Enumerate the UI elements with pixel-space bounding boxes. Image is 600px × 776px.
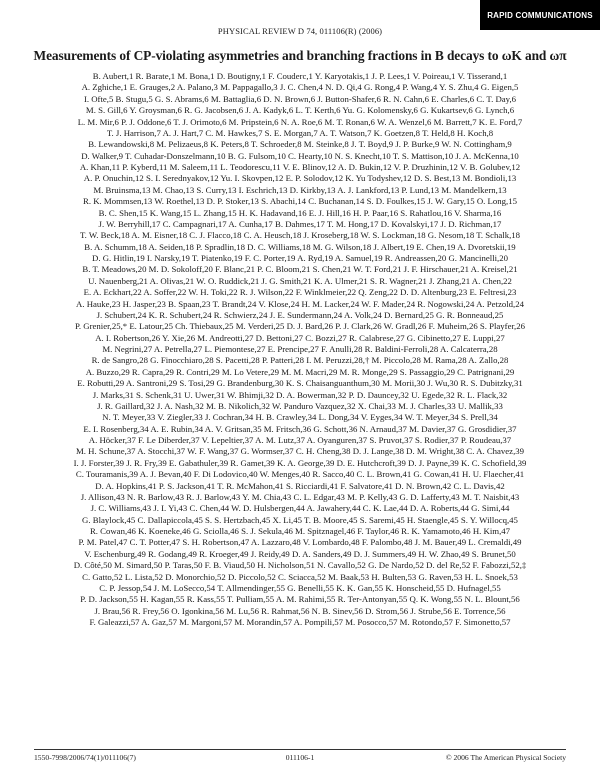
author-line: J. Allison,43 N. R. Barlow,43 R. J. Barlow,43 Y. M. Chia,43 C. L. Edgar,43 M. P. Kelly,43 G. D. Lafferty,43 M. T. Naisbit,43 [80,491,520,502]
author-line: J. Schubert,24 K. R. Schubert,24 R. Schwierz,24 J. E. Sundermann,24 A. Volk,24 D. Bernard,25 G. R. Bonneaud,25 [96,309,504,320]
author-line: R. K. Mommsen,13 W. Roethel,13 D. P. Stoker,13 S. Abachi,14 C. Buchanan,14 S. D. Foulkes,15 J. W. Gary,15 O. Long,15 [83,196,517,207]
author-line: M. Bruinsma,13 M. Chao,13 S. Curry,13 I. Eschrich,13 D. Kirkby,13 A. J. Lankford,13 P. Lund,13 M. Mandelkern,13 [93,184,507,195]
author-line: C. P. Jessop,54 J. M. LoSecco,54 T. Allmendinger,55 G. Benelli,55 K. K. Gan,55 K. Honscheid,55 D. Hufnagel,55 [99,582,501,593]
author-line: J. W. Berryhill,17 C. Campagnari,17 A. Cunha,17 B. Dahmes,17 T. M. Hong,17 D. Kovalskyi,17 J. D. Richman,17 [98,218,502,229]
author-line: A. I. Robertson,26 Y. Xie,26 M. Andreotti,27 D. Bettoni,27 C. Bozzi,27 R. Calabrese,27 G. Cibinetto,27 E. Luppi,27 [95,332,505,343]
author-line: J. Brau,56 R. Frey,56 O. Igonkina,56 M. Lu,56 R. Rahmat,56 N. B. Sinev,56 D. Strom,56 J. Strube,56 E. Torrence,56 [94,605,506,616]
author-line: I. J. Forster,39 J. R. Fry,39 E. Gabathuler,39 R. Gamet,39 K. A. George,39 D. E. Hutchcroft,39 D. J. Payne,39 K. C. Schofield,39 [73,457,527,468]
author-line: V. Eschenburg,49 R. Godang,49 R. Kroeger,49 J. Reidy,49 D. A. Sanders,49 D. J. Summers,49 H. W. Zhao,49 S. Brunet,50 [84,548,516,559]
author-line: D. Côté,50 M. Simard,50 P. Taras,50 F. B. Viaud,50 H. Nicholson,51 N. Cavallo,52 G. De Nardo,52 D. del Re,52 F. Fabozzi,52,‡ [73,560,527,571]
footer-issn: 1550-7998/2006/74(1)/011106(7) [34,753,136,762]
author-line: R. de Sangro,28 G. Finocchiaro,28 S. Pacetti,28 P. Patteri,28 I. M. Peruzzi,28,† M. Piccolo,28 M. Rama,28 A. Zallo,28 [91,355,509,366]
paper-title: Measurements of CP-violating asymmetries and branching fractions in B decays to ωK and ωπ [33,48,567,63]
author-line: B. T. Meadows,20 M. D. Sokoloff,20 F. Blanc,21 P. C. Bloom,21 S. Chen,21 W. T. Ford,21 J. F. Hirschauer,21 A. Kreisel,21 [82,264,518,275]
author-line: B. Aubert,1 R. Barate,1 M. Bona,1 D. Boutigny,1 F. Couderc,1 Y. Karyotakis,1 J. P. Lees,1 V. Poireau,1 V. Tisserand,1 [92,71,508,81]
author-line: B. C. Shen,15 K. Wang,15 L. Zhang,15 H. K. Hadavand,16 E. J. Hill,16 H. P. Paar,16 S. Rahatlou,16 V. Sharma,16 [98,207,502,218]
author-line: P. D. Jackson,55 H. Kagan,55 R. Kass,55 T. Pulliam,55 A. M. Rahimi,55 R. Ter-Antonyan,55 Q. K. Wong,55 N. L. Blount,56 [80,594,520,605]
author-line: J. C. Williams,43 J. I. Yi,43 C. Chen,44 W. D. Hulsbergen,44 A. Jawahery,44 C. K. Lae,44 D. A. Roberts,44 G. Simi,44 [90,503,510,514]
author-line: A. Buzzo,29 R. Capra,29 R. Contri,29 M. Lo Vetere,29 M. M. Macri,29 M. R. Monge,29 S. Passaggio,29 C. Patrignani,29 [85,366,515,377]
author-line: L. M. Mir,6 P. J. Oddone,6 T. J. Orimoto,6 M. Pripstein,6 N. A. Roe,6 M. T. Ronan,6 W. A. Wenzel,6 M. Barrett,7 K. E. Ford,7 [77,116,523,127]
author-line: M. Negrini,27 A. Petrella,27 L. Piemontese,27 E. Prencipe,27 F. Anulli,28 R. Baldini-Ferroli,28 A. Calcaterra,28 [102,344,498,354]
author-line: P. Grenier,25,* E. Latour,25 Ch. Thiebaux,25 M. Verderi,25 D. J. Bard,26 P. J. Clark,26 W. Gradl,26 F. Muheim,26 S. Playfer,26 [75,321,525,332]
author-line: A. Zghiche,1 E. Grauges,2 A. Palano,3 M. Pappagallo,3 J. C. Chen,4 N. D. Qi,4 G. Rong,4 P. Wang,4 Y. S. Zhu,4 G. Eigen,5 [81,82,519,93]
author-line: E. I. Rosenberg,34 A. E. Rubin,34 A. V. Gritsan,35 M. Fritsch,36 G. Schott,36 N. Arnaud,37 M. Davier,37 G. Grosdidier,37 [83,423,517,434]
footer-copyright: © 2006 The American Physical Society [445,753,566,762]
author-line: A. Höcker,37 F. Le Diberder,37 V. Lepeltier,37 A. M. Lutz,37 A. Oyanguren,37 S. Pruvot,37 S. Rodier,37 P. Roudeau,37 [88,435,512,445]
author-line: D. A. Hopkins,41 P. S. Jackson,41 T. R. McMahon,41 S. Ricciardi,41 F. Salvatore,41 D. N. Brown,42 C. L. Davis,42 [95,480,505,491]
footer-rule [34,749,566,750]
author-line: J. R. Gaillard,32 J. A. Nash,32 M. B. Nikolich,32 W. Panduro Vazquez,32 X. Chai,33 M. J. Charles,33 U. Mallik,33 [97,400,503,411]
author-line: B. Lewandowski,8 M. Pelizaeus,8 K. Peters,8 T. Schroeder,8 M. Steinke,8 J. T. Boyd,9 J. P. Burke,9 W. N. Cottingham,9 [88,139,512,150]
author-line: N. T. Meyer,33 V. Ziegler,33 J. Cochran,34 H. B. Crawley,34 L. Dong,34 V. Eyges,34 W. T. Meyer,34 S. Prell,34 [102,412,498,423]
author-line: D. G. Hitlin,19 I. Narsky,19 T. Piatenko,19 F. C. Porter,19 A. Ryd,19 A. Samuel,19 R. Andreassen,20 G. Mancinelli,20 [92,253,508,263]
author-line: I. Ofte,5 B. Stugu,5 G. S. Abrams,6 M. Battaglia,6 D. N. Brown,6 J. Button-Shafer,6 R. N. Cahn,6 E. Charles,6 C. T. Day,6 [83,93,517,104]
author-line: T. W. Beck,18 A. M. Eisner,18 C. J. Flacco,18 C. A. Heusch,18 J. Kroseberg,18 W. S. Lockman,18 G. Nesom,18 T. Schalk,18 [79,230,521,241]
footer-page-number: 011106-1 [285,753,315,762]
author-line: P. M. Patel,47 C. T. Potter,47 S. H. Robertson,47 A. Lazzaro,48 V. Lombardo,48 F. Palombo,48 J. M. Bauer,49 L. Cremaldi,49 [78,537,522,548]
author-line: F. Galeazzi,57 A. Gaz,57 M. Margoni,57 M. Morandin,57 A. Pompili,57 M. Posocco,57 M. Rotondo,57 F. Simonetto,57 [89,617,511,627]
author-line: C. Gatto,52 L. Lista,52 D. Monorchio,52 D. Piccolo,52 C. Sciacca,52 M. Baak,53 H. Bulten,53 G. Raven,53 H. L. Snoek,53 [82,571,518,582]
author-list [34,71,566,628]
rapid-communications-badge: RAPID COMMUNICATIONS [480,0,600,30]
author-line: E. Robutti,29 A. Santroni,29 S. Tosi,29 G. Brandenburg,30 K. S. Chaisanguanthum,30 M. Morii,30 J. Wu,30 R. S. Dubitzky,31 [77,378,523,389]
author-line: E. A. Eckhart,22 A. Soffer,22 W. H. Toki,22 R. J. Wilson,22 F. Winklmeier,22 Q. Zeng,22 D. D. Altenburg,23 E. Feltresi,23 [83,287,517,298]
author-line: C. Touramanis,39 A. J. Bevan,40 F. Di Lodovico,40 W. Menges,40 R. Sacco,40 C. L. Brown,41 G. Cowan,41 H. U. Flaecher,41 [75,469,525,480]
author-line: A. Hauke,23 H. Jasper,23 B. Spaan,23 T. Brandt,24 V. Klose,24 H. M. Lacker,24 W. F. Mader,24 R. Nogowski,24 A. Petzold,24 [76,298,524,309]
author-line: D. Walker,9 T. Cuhadar-Donszelmann,10 B. G. Fulsom,10 C. Hearty,10 N. S. Knecht,10 T. S. Mattison,10 J. A. McKenna,10 [81,150,519,161]
author-line: A. P. Onuchin,12 S. I. Serednyakov,12 Yu. I. Skovpen,12 E. P. Solodov,12 K. Yu Todyshev,12 D. S. Best,13 M. Bondioli,13 [83,173,517,184]
journal-header: PHYSICAL REVIEW D 74, 011106(R) (2006) [217,26,383,36]
author-line: A. Khan,11 P. Kyberd,11 M. Saleem,11 L. Teodorescu,11 V. E. Blinov,12 A. D. Bukin,12 V. P. Druzhinin,12 V. B. Golubev,12 [79,162,521,172]
author-line: M. S. Gill,6 Y. Groysman,6 R. G. Jacobsen,6 J. A. Kadyk,6 L. T. Kerth,6 Yu. G. Kolomensky,6 G. Kukartsev,6 G. Lynch,6 [85,105,515,116]
page-footer [34,752,566,764]
author-line: J. Marks,31 S. Schenk,31 U. Uwer,31 W. Bhimji,32 D. A. Bowerman,32 P. D. Dauncey,32 U. Egede,32 R. L. Flack,32 [92,389,508,400]
author-line: B. A. Schumm,18 A. Seiden,18 P. Spradlin,18 D. C. Williams,18 M. G. Wilson,18 J. Albert,19 E. Chen,19 A. Dvoretskii,19 [84,241,516,252]
author-line: U. Nauenberg,21 A. Olivas,21 W. O. Ruddick,21 J. G. Smith,21 K. A. Ulmer,21 S. R. Wagner,21 J. Zhang,21 A. Chen,22 [88,275,512,286]
author-line: R. Cowan,46 K. Koeneke,46 G. Sciolla,46 S. J. Sekula,46 M. Spitznagel,46 F. Taylor,46 R. K. Yamamoto,46 H. Kim,47 [89,526,511,536]
author-line: T. J. Harrison,7 A. J. Hart,7 C. M. Hawkes,7 S. E. Morgan,7 A. T. Watson,7 K. Goetzen,8 T. Held,8 H. Koch,8 [106,127,494,138]
author-line: G. Blaylock,45 C. Dallapiccola,45 S. S. Hertzbach,45 X. Li,45 T. B. Moore,45 S. Saremi,45 H. Staengle,45 S. Y. Willocq,45 [82,514,518,525]
author-line: M. H. Schune,37 A. Stocchi,37 W. F. Wang,37 G. Wormser,37 C. H. Cheng,38 D. J. Lange,38 D. M. Wright,38 C. A. Chavez,39 [75,446,525,457]
